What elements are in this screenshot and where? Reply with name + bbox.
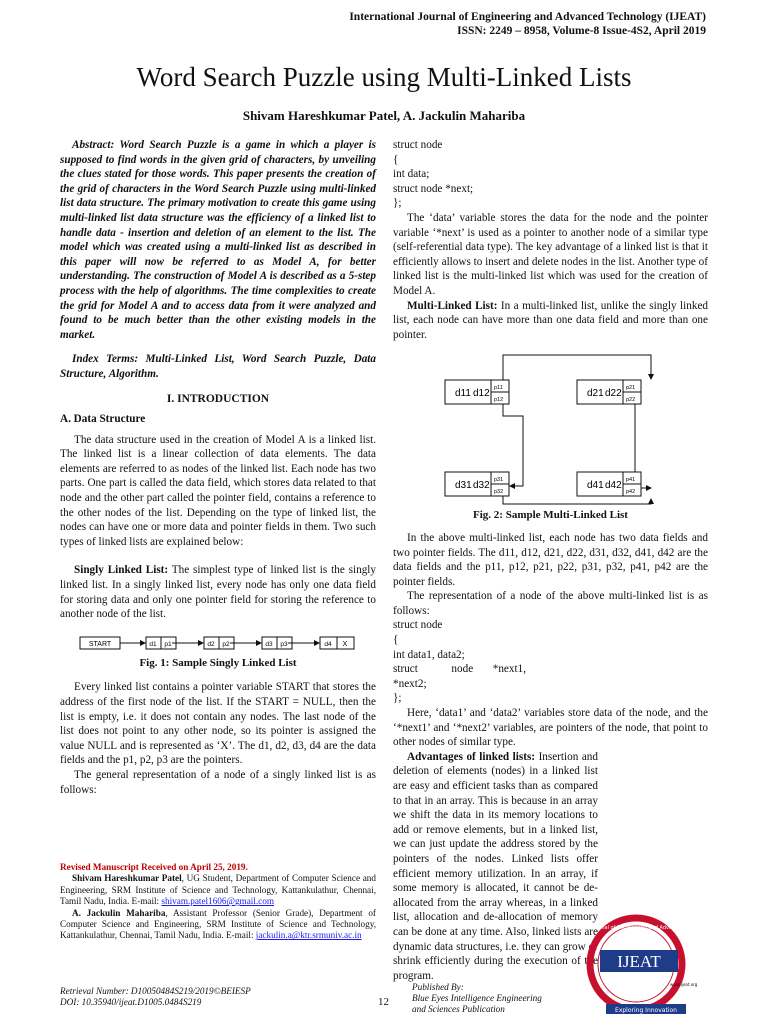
fig2-d11: d11: [455, 388, 471, 400]
fig1-node-1-pointer: p1: [164, 640, 172, 648]
code-line: };: [393, 692, 402, 705]
code-line: struct node *next1,: [393, 663, 526, 676]
author1-affiliation: , UG Student, Department of Computer Science and Engineering, SRM Institute of Science and Technology, Kattankulathur, Chennai, Tamil Nadu, India. E-mail:: [60, 873, 376, 907]
fig2-p42: p42: [626, 489, 636, 496]
singly-paragraph: [60, 563, 376, 621]
page-number: 12: [378, 996, 389, 1008]
journal-header: [349, 10, 706, 38]
author1-email-link[interactable]: shivam.patel1606@gmail.com: [161, 896, 274, 907]
author-footnote: [60, 862, 376, 942]
fig1-node-2: [204, 637, 234, 649]
author2-name: A. Jackulin Mahariba: [72, 907, 166, 918]
abstract-label: Abstract: [72, 139, 111, 151]
right-paragraph-3: The representation of a node of the above multi-linked list is as follows:: [393, 590, 708, 617]
intro-paragraph-2: Every linked list contains a pointer variable START that stores the address of the first node of the list. If the START = NULL, then the list is empty, i.e. it does not contain any nodes. The last node of the list does not point to any other node, so its pointer is assigned the value NULL and is represented as ‘X’. The d1, d2, d3, d4 are the data fields and the p1, p2, p3 are the pointers.: [60, 681, 376, 767]
advantages-text: Insertion and deletion of elements (nodes) in a linked list are easy and efficient tasks than as compared to that in an array. This is because in an array we shift the data in its memory locations to add or remove elements, but in a linked list, we can just update the address stored by the pointers of the nodes. Linked lists offer efficient memory utilization. In an array, if some memory is allocated, it cannot be de-allocated from the array whereas, in a linked list, allocation and de-allocation of memory can be done at any time. Also, linked lists are dynamic data structures, i.e. they can grow or shrink efficiently during the execution of the program.: [393, 750, 598, 982]
subsection-heading-data-structure: A. Data Structure: [60, 413, 146, 426]
fig2-d22: d22: [605, 388, 622, 400]
section-heading-introduction: I. INTRODUCTION: [166, 392, 270, 405]
code-line: struct node: [393, 619, 443, 632]
fig1-node-3-pointer: p3: [280, 640, 288, 648]
right-paragraph-2: In the above multi-linked list, each node has two data fields and two pointer fields. The d11, d12, d21, d22, d31, d32, d41, d42 are the data fields and the p11, p12, p21, p22, p31, p32, p41, p42 are the pointer fields.: [393, 531, 708, 588]
author2-note: [60, 908, 376, 942]
code-line: int data;: [393, 168, 430, 181]
fig1-node-4: [320, 637, 354, 649]
code-block-1: [393, 138, 708, 211]
ijeat-logo: [558, 916, 714, 1016]
fig1-node-3-data: d3: [265, 640, 273, 648]
logo-ring-text: International Journal of Engineering and Advanced Technology: [558, 925, 714, 931]
revised-date: Revised Manuscript Received on April 25, 2019.: [60, 862, 248, 872]
footer-retrieval: [60, 986, 251, 1008]
author2-affiliation: , Assistant Professor (Senior Grade), Department of Computer Science and Engineering, SRM Institute of Science and Technology, Kattankulathur, Chennai, Tamil Nadu, India. E-mail:: [60, 907, 376, 941]
fig2-link-11-21: [503, 355, 651, 383]
fig2-p31: p31: [494, 477, 504, 484]
logo-tagline: Exploring Innovation: [615, 1007, 677, 1014]
fig1-node-1: [146, 637, 176, 649]
fig1-node-4-null: X: [342, 640, 348, 648]
fig2-node-2: [577, 380, 641, 404]
journal-name: International Journal of Engineering and Advanced Technology (IJEAT): [349, 11, 706, 23]
fig2-p12: p12: [494, 397, 504, 404]
fig1-node-1-data: d1: [149, 640, 157, 648]
intro-paragraph-1: The data structure used in the creation of Model A is a linked list. The linked list is a linear collection of data elements. The data elements are referred to as nodes of the linked list. Each node has two parts. One part is called the data field, which stores data related to that node and the other part called the pointer field, contains a reference to the other nodes of the list. Depending on the type of linked list, the nodes can have one or more data and pointer fields in them. Two such types of linked lists are explained below:: [60, 433, 376, 548]
right-paragraph-4: Here, ‘data1’ and ‘data2’ variables store data of the node, and the ‘*next1’ and ‘*next2’ variables, are pointers of the node, that point to other nodes of similar type.: [393, 707, 708, 749]
code-line: };: [393, 197, 402, 210]
code-line: int data1, data2;: [393, 648, 465, 661]
fig1-node-3: [262, 637, 292, 649]
author2-email-link[interactable]: jackulin.a@ktr.srmuniv.ac.in: [255, 930, 362, 941]
fig2-d32: d32: [473, 480, 490, 492]
logo-name: IJEAT: [617, 952, 661, 971]
fig2-p22: p22: [626, 397, 636, 404]
fig2-p11: p11: [494, 385, 503, 392]
retrieval-number: Retrieval Number: D10050484S219/2019©BEIESP: [60, 986, 251, 996]
fig2-p41: p41: [626, 477, 636, 484]
advantages-label: Advantages of linked lists:: [407, 750, 536, 763]
fig2-multi-linked-list: [393, 346, 708, 506]
index-terms-label: Index Terms: [72, 353, 135, 366]
author1-note: [60, 873, 376, 907]
fig1-node-4-data: d4: [324, 640, 332, 648]
published-by: Published By:: [412, 982, 464, 992]
singly-text: The simplest type of linked list is the singly linked list. In a singly linked list, every node has only one data field for storing data and only one pointer field for storing the reference to another node of the list.: [60, 564, 376, 621]
code-line: struct node *next;: [393, 182, 474, 195]
fig1-start-label: START: [88, 640, 112, 648]
fig1-caption: Fig. 1: Sample Singly Linked List: [139, 656, 297, 669]
publisher-line-1: Blue Eyes Intelligence Engineering: [412, 993, 542, 1003]
index-terms-text: : Multi-Linked List, Word Search Puzzle, Data Structure, Algorithm.: [60, 353, 377, 380]
fig2-d12: d12: [473, 388, 490, 400]
footer-publisher: [412, 982, 542, 1015]
fig2-node-3: [445, 472, 509, 496]
code-line: struct node: [393, 139, 443, 151]
fig2-p32: p32: [494, 489, 504, 496]
multi-text: In a multi-linked list, unlike the singly linked list, each node can have more than one data field and more than one pointer.: [393, 299, 708, 341]
paper-title: Word Search Puzzle using Multi-Linked Lists: [136, 62, 632, 92]
fig2-caption: Fig. 2: Sample Multi-Linked List: [473, 509, 628, 522]
intro-paragraph-3: The general representation of a node of a singly linked list is as follows:: [60, 768, 376, 796]
left-column: [60, 138, 376, 797]
fig2-d21: d21: [587, 388, 604, 400]
fig1-singly-linked-list: [60, 632, 376, 654]
singly-label: Singly Linked List:: [74, 564, 169, 577]
code-line: *next2;: [393, 677, 427, 690]
code-block-2: [393, 618, 708, 706]
multi-label: Multi-Linked List:: [407, 299, 498, 312]
abstract: [60, 138, 376, 342]
advantages-paragraph: [393, 750, 598, 984]
fig2-d42: d42: [605, 480, 622, 492]
doi: DOI: 10.35940/ijeat.D1005.0484S219: [60, 997, 202, 1007]
publisher-line-2: and Sciences Publication: [412, 1004, 505, 1014]
fig2-p21: p21: [626, 385, 636, 392]
journal-issn: ISSN: 2249 – 8958, Volume-8 Issue-4S2, April 2019: [457, 25, 706, 37]
fig2-node-1: [445, 380, 509, 404]
index-terms: [60, 352, 376, 381]
abstract-text: : Word Search Puzzle is a game in which a player is supposed to find words in the given grid of characters, by unveiling the clues stated for those words. This paper presents the creation of the grid of characters in the Word Search Puzzle using multi-linked list data structure. The primary motivation to create this game using multi-linked list data structure was the efficiency of a linked list to handle data - insertion and deletion of an element to the list. The model which was created using a multi-linked list as described in this paper will now be referred to as Model A, for better understanding. The construction of Model A is described as a 5-step process with the help of algorithms. The time complexities to create the grid for Model A and to access data from it were analyzed and found to be much better than the other existing models in the market.: [60, 139, 376, 341]
logo-url: www.ijeat.org: [670, 982, 698, 987]
fig2-node-4: [577, 472, 641, 496]
code-line: {: [393, 153, 399, 166]
fig1-node-2-pointer: p2: [222, 640, 230, 648]
author1-name: Shivam Hareshkumar Patel: [72, 873, 182, 884]
paper-authors: Shivam Hareshkumar Patel, A. Jackulin Mahariba: [242, 108, 526, 123]
fig2-d31: d31: [455, 480, 472, 492]
multi-paragraph: [393, 299, 708, 343]
fig2-d41: d41: [587, 480, 604, 492]
fig1-node-2-data: d2: [207, 640, 215, 648]
right-paragraph-1: The ‘data’ variable stores the data for the node and the pointer variable ‘*next’ is used as a pointer to another node of a similar type (self-referential data type). The key advantage of a linked list is that it efficiently allows to insert and delete nodes in the list. Another type of linked list is the multi-linked list which was used for the creation of Model A.: [393, 211, 708, 297]
right-column: [393, 138, 708, 983]
code-line: {: [393, 634, 399, 647]
